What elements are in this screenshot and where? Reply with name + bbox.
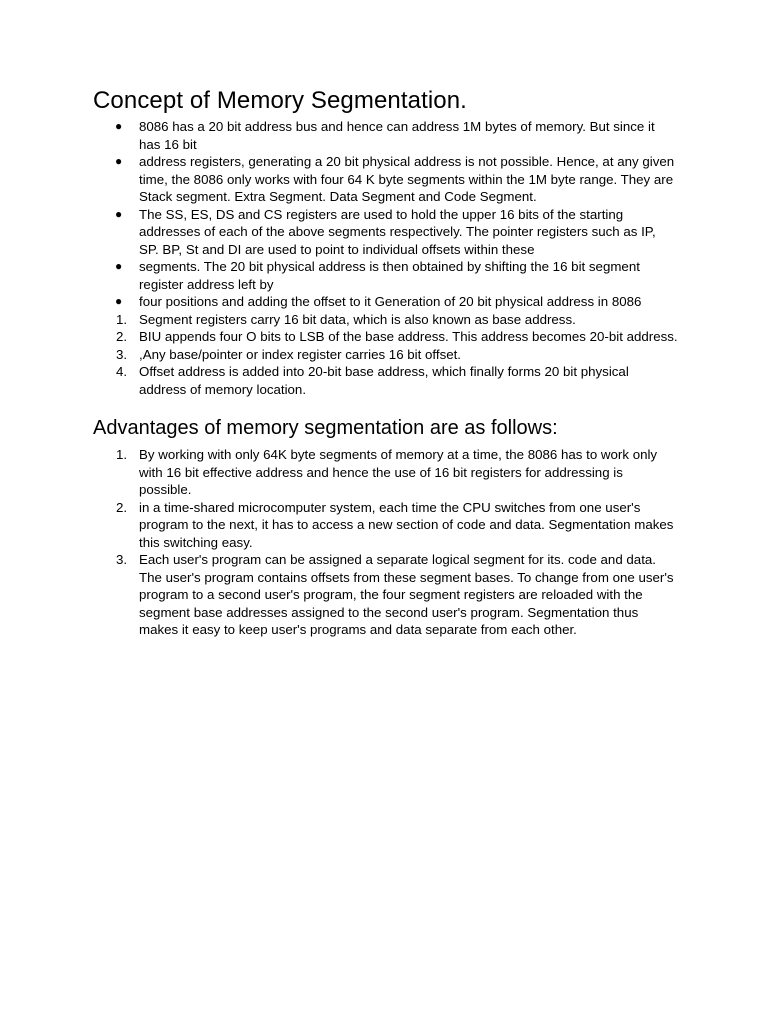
- item-number: 4.: [116, 364, 128, 379]
- bullet-item: [93, 206, 678, 259]
- numbered-item: [93, 311, 678, 329]
- bullet-marker: ●: [115, 206, 123, 221]
- bullet-marker: ●: [115, 119, 123, 133]
- bullet-text: The SS, ES, DS and CS registers are used to hold the upper 16 bits of the starting addresses of each of the above segments respectively. The pointer registers such as IP, SP. BP, St and DI are used to point to individual offsets within these: [139, 206, 656, 257]
- item-number: 2.: [116, 329, 128, 344]
- bullet-text: segments. The 20 bit physical address is then obtained by shifting the 16 bit segment register address left by: [139, 259, 640, 292]
- bullet-item: [93, 258, 678, 293]
- numbered-item: [93, 551, 678, 639]
- bullet-text: address registers, generating a 20 bit physical address is not possible. Hence, at any given time, the 8086 only works with four 64 K byte segments within the 1M byte range. They are Stack segment. Extra Segment. Data Segment and Code Segment.: [139, 154, 675, 204]
- bullet-text: 8086 has a 20 bit address bus and hence can address 1M bytes of memory. But since it has 16 bit: [139, 119, 655, 152]
- bullet-marker: ●: [115, 294, 123, 308]
- item-number: 3.: [116, 552, 128, 567]
- item-number: 1.: [116, 447, 128, 462]
- concept-numbered-list: [93, 311, 678, 399]
- item-number: 1.: [116, 311, 128, 327]
- item-text: ,Any base/pointer or index register carries 16 bit offset.: [139, 346, 462, 362]
- section-title-concept: Concept of Memory Segmentation.: [93, 87, 467, 114]
- bullet-item: [93, 293, 678, 311]
- section-title-advantages: Advantages of memory segmentation are as follows:: [93, 417, 558, 439]
- advantages-numbered-list: [93, 446, 678, 639]
- item-text: BIU appends four O bits to LSB of the base address. This address becomes 20-bit address.: [139, 329, 678, 344]
- item-number: 2.: [116, 499, 128, 515]
- numbered-item: [93, 499, 678, 552]
- bullet-text: four positions and adding the offset to it Generation of 20 bit physical address in 8086: [139, 294, 642, 309]
- item-number: 3.: [116, 346, 128, 362]
- concept-bullet-list: [93, 118, 678, 311]
- numbered-item: [93, 446, 678, 499]
- bullet-item: [93, 153, 678, 206]
- item-text: in a time-shared microcomputer system, each time the CPU switches from one user's program to the next, it has to access a new section of code and data. Segmentation makes this switching easy.: [139, 499, 674, 550]
- bullet-item: [93, 118, 678, 153]
- bullet-marker: ●: [115, 259, 123, 273]
- numbered-item: [93, 363, 678, 398]
- item-text: By working with only 64K byte segments of memory at a time, the 8086 has to work only with 16 bit effective address and hence the use of 16 bit registers for addressing is possible.: [139, 447, 658, 497]
- numbered-item: [93, 346, 678, 364]
- section-spacer: [93, 398, 678, 414]
- numbered-item: [93, 328, 678, 346]
- item-text: Offset address is added into 20-bit base address, which finally forms 20 bit physical address of memory location.: [139, 364, 629, 397]
- item-text: Each user's program can be assigned a separate logical segment for its. code and data. The user's program contains offsets from these segment bases. To change from one user's program to a second user's program, the four segment registers are reloaded with the segment base addresses assigned to the second user's program. Segmentation thus makes it easy to keep user's programs and data separate from each other.: [139, 552, 674, 637]
- bullet-marker: ●: [115, 154, 123, 168]
- item-text: Segment registers carry 16 bit data, which is also known as base address.: [139, 311, 576, 327]
